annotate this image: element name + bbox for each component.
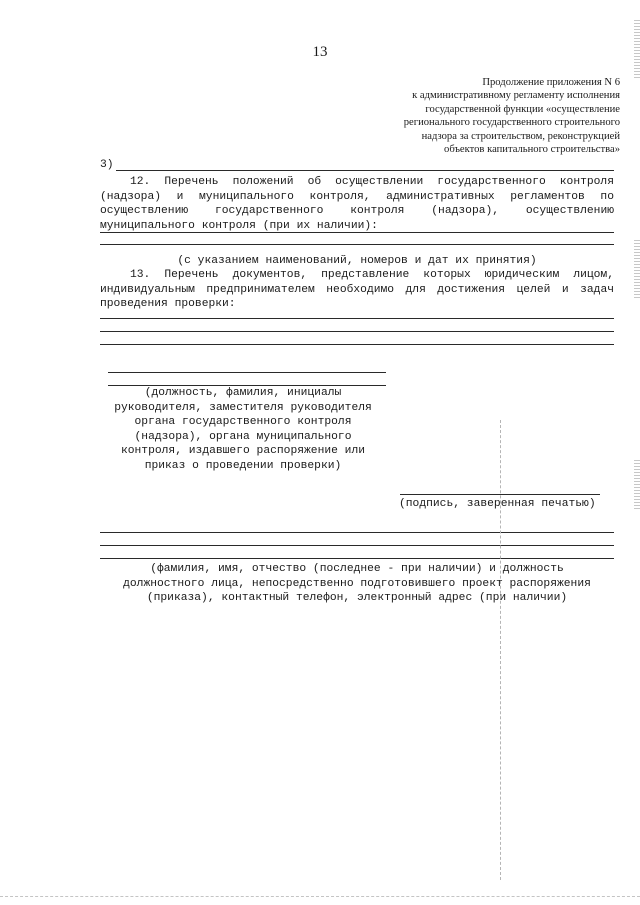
scan-bottom-edge: [0, 896, 640, 897]
header-line: объектов капитального строительства»: [444, 144, 620, 156]
signature-caption: (подпись, заверенная печатью): [399, 498, 596, 510]
scan-edge-mark: [634, 20, 640, 80]
item-13-line: 13. Перечень документов, представление которых юридическим лицом,: [130, 269, 614, 281]
header-line: регионального государственного строительного: [403, 117, 620, 129]
item-13-line: индивидуальным предпринимателем необходимо для достижения целей и задач: [100, 283, 614, 296]
item-12-line: 12. Перечень положений об осуществлении государственного контроля: [130, 176, 614, 188]
header-line: государственной функции «осуществление: [425, 103, 620, 115]
item-12-line: муниципального контроля (при их наличии):: [100, 219, 378, 232]
item-13-fill-line: [100, 331, 614, 332]
official-caption-line: приказ о проведении проверки): [144, 459, 342, 472]
fold-line: [500, 420, 501, 880]
item-13-paragraph: [100, 268, 614, 312]
item-13-line: проведения проверки:: [100, 298, 236, 310]
preparer-fill-line: [100, 558, 614, 559]
official-caption-line: (должность, фамилия, инициалы: [144, 387, 342, 399]
header-line: надзора за строительством, реконструкцией: [421, 130, 620, 142]
header-line: Продолжение приложения N 6: [482, 77, 620, 88]
item-3-fill-line: [116, 170, 614, 171]
preparer-caption-line: (приказа), контактный телефон, электронный адрес (при наличии): [146, 592, 568, 604]
item-12-caption: (с указанием наименований, номеров и дат их принятия): [177, 255, 537, 267]
official-caption-line: органа государственного контроля: [134, 416, 352, 428]
official-fill-line: [108, 372, 386, 373]
appendix-header: [330, 76, 620, 156]
item-12-fill-line: [100, 232, 614, 233]
preparer-caption-line: (фамилия, имя, отчество (последнее - при наличии) и должность: [150, 563, 564, 575]
preparer-fill-line: [100, 532, 614, 533]
official-caption-line: руководителя, заместителя руководителя: [114, 401, 372, 414]
preparer-fill-line: [100, 545, 614, 546]
item-13-fill-line: [100, 344, 614, 345]
item-3-label: 3): [100, 159, 114, 171]
preparer-caption: [100, 562, 614, 606]
header-line: к административному регламенту исполнения: [412, 90, 620, 102]
page-number: 13: [312, 44, 328, 60]
item-12-fill-line: [100, 244, 614, 245]
preparer-caption-line: должностного лица, непосредственно подготовившего проект распоряжения: [123, 577, 591, 590]
official-caption-line: контроля, издавшего распоряжение или: [120, 445, 366, 457]
item-12-line: (надзора) и муниципального контроля, административных регламентов по: [100, 190, 614, 203]
scan-edge-mark: [634, 240, 640, 300]
item-13-fill-line: [100, 318, 614, 319]
official-caption-line: (надзора), органа муниципального: [134, 430, 352, 443]
official-caption: [100, 386, 386, 473]
scan-edge-mark: [634, 460, 640, 510]
item-12-paragraph: [100, 175, 614, 233]
item-12-line: осуществлению государственного контроля (надзора), осуществлению: [100, 205, 614, 217]
